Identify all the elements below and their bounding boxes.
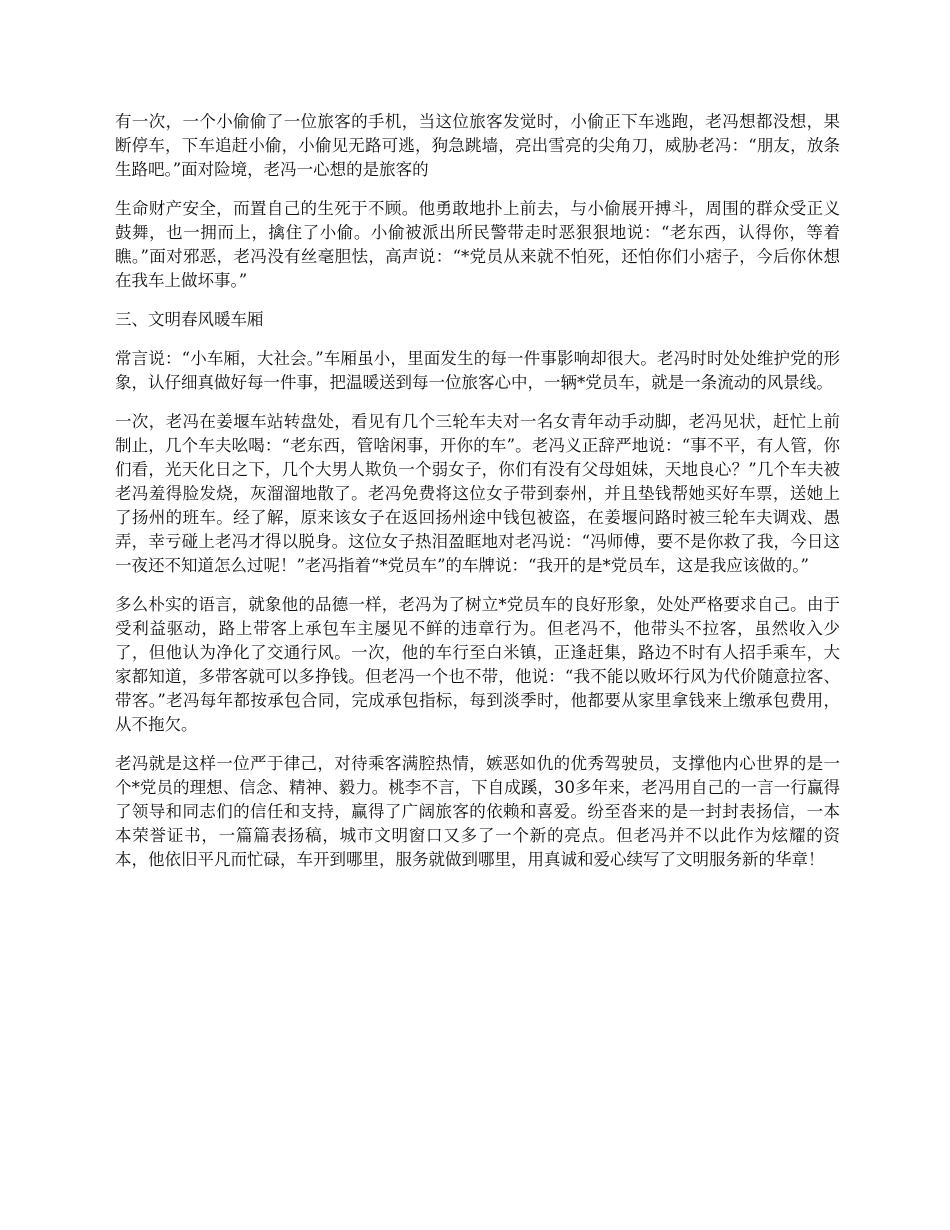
section-heading: 三、文明春风暖车厢: [115, 310, 264, 329]
paragraph-thief-incident: 有一次，一个小偷偷了一位旅客的手机，当这位旅客发觉时，小偷正下车逃跑，老冯想都没想，果断停车，下车追赶小偷，小偷见无路可逃，狗急跳墙，亮出雪亮的尖角刀，威胁老冯：“朋友，放条生路吧。”面对险境，老冯一心想的是旅客的: [115, 112, 840, 179]
paragraph-fight-thief: 生命财产安全，而置自己的生死于不顾。他勇敢地扑上前去，与小偷展开搏斗，周围的群众受正义鼓舞，也一拥而上，擒住了小偷。小偷被派出所民警带走时恶狠狠地说：“老东西，认得你，等着瞧。”面对邪恶，老冯没有丝毫胆怯，高声说：“*党员从来就不怕死，还怕你们小痞子，今后你休想在我车上做坏事。”: [115, 199, 840, 290]
document-body: [115, 110, 840, 887]
paragraph-strict-self: 多么朴实的语言，就象他的品德一样，老冯为了树立*党员车的良好形象，处处严格要求自己。由于受利益驱动，路上带客上承包车主屡见不鲜的违章行为。但老冯不，他带头不拉客，虽然收入少了，但他认为净化了交通行风。一次，他的车行至白米镇，正逢赶集，路边不时有人招手乘车，大家都知道，多带客就可以多挣钱。但老冯一个也不带，他说：“我不能以败坏行风为代价随意拉客、带客。”老冯每年都按承包合同，完成承包指标，每到淡季时，他都要从家里拿钱来上缴承包费用，从不拖欠。: [115, 595, 840, 734]
paragraph-conclusion: 老冯就是这样一位严于律己，对待乘客满腔热情，嫉恶如仇的优秀驾驶员，支撑他内心世界的是一个*党员的理想、信念、精神、毅力。桃李不言，下自成蹊，30多年来，老冯用自己的一言一行赢得了领导和同志们的信任和支持，赢得了广阔旅客的依赖和喜爱。纷至沓来的是一封封表扬信，一本本荣誉证书，一篇篇表扬稿，城市文明窗口又多了一个新的亮点。但老冯并不以此作为炫耀的资本，他依旧平凡而忙碌，车开到哪里，服务就做到哪里，用真诚和爱心续写了文明服务新的华章！: [115, 754, 840, 869]
paragraph-rescue-woman: 一次，老冯在姜堰车站转盘处，看见有几个三轮车夫对一名女青年动手动脚，老冯见状，赶忙上前制止，几个车夫吆喝：“老东西，管啥闲事，开你的车”。老冯义正辞严地说：“事不平，有人管，你们看，光天化日之下，几个大男人欺负一个弱女子，你们有没有父母姐妹，天地良心？”几个车夫被老冯羞得脸发烧，灰溜溜地散了。老冯免费将这位女子带到泰州，并且垫钱帮她买好车票，送她上了扬州的班车。经了解，原来该女子在返回扬州途中钱包被盗，在姜堰问路时被三轮车夫调戏、愚弄，幸亏碰上老冯才得以脱身。这位女子热泪盈眶地对老冯说：“冯师傅，要不是你救了我，今日这一夜还不知道怎么过呢！”老冯指着“*党员车”的车牌说：“我开的是*党员车，这是我应该做的。”: [115, 412, 840, 575]
paragraph-small-cabin: 常言说：“小车厢，大社会。”车厢虽小，里面发生的每一件事影响却很大。老冯时时处处维护党的形象，认仔细真做好每一件事，把温暖送到每一位旅客心中，一辆*党员车，就是一条流动的风景线。: [115, 349, 840, 392]
